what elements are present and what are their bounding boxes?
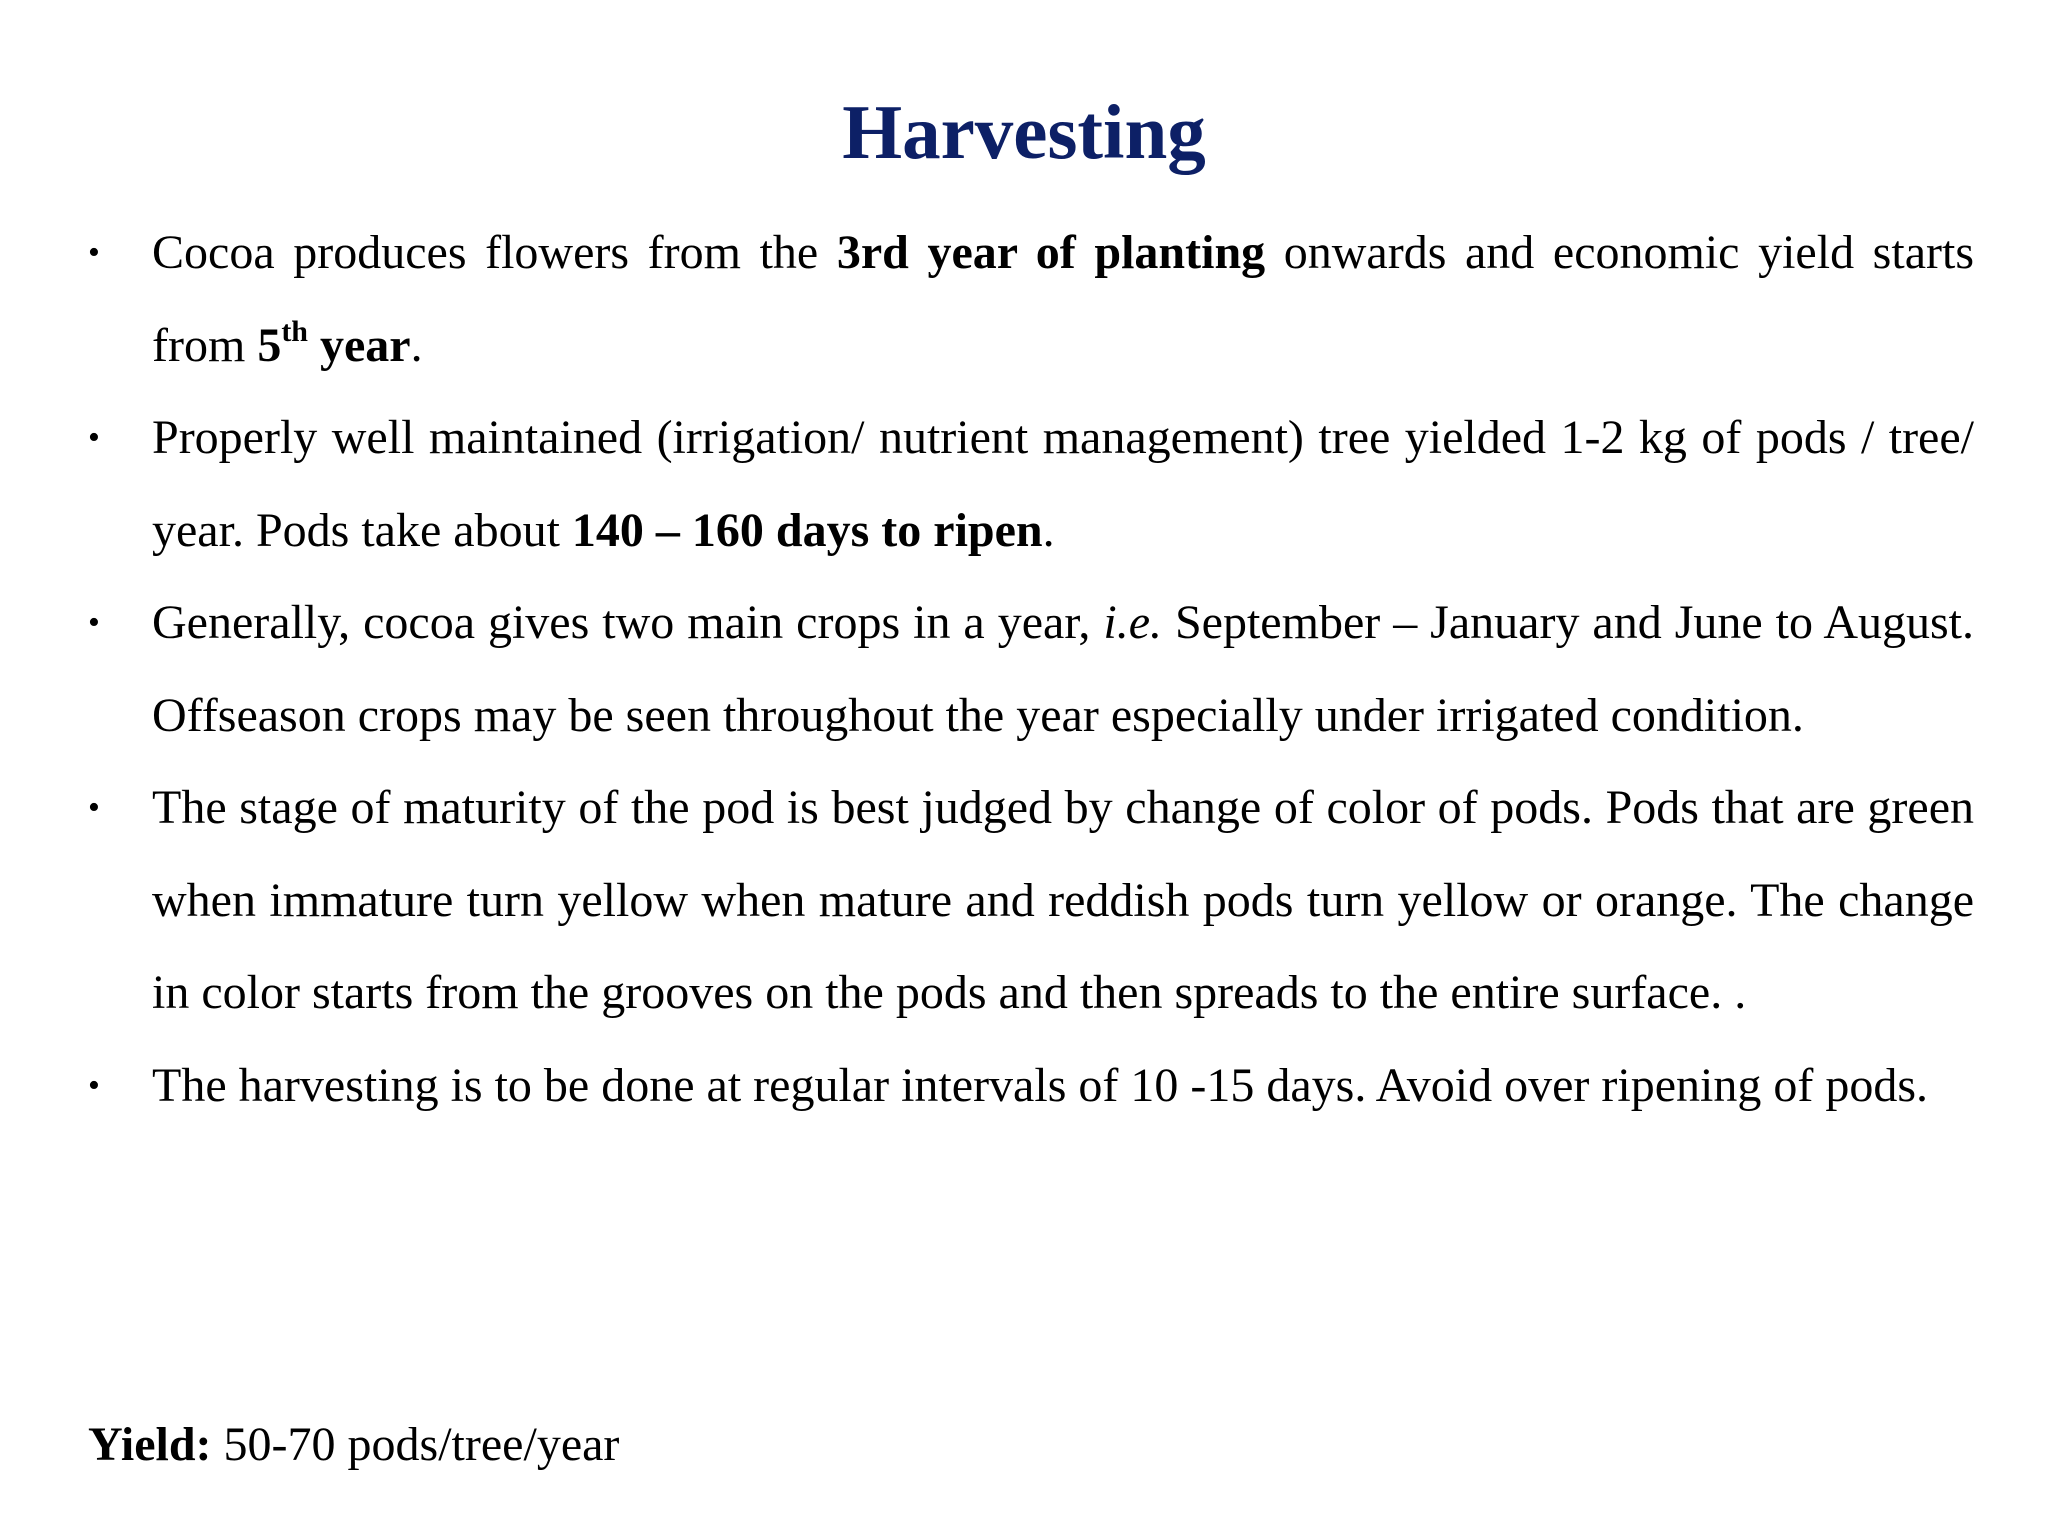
- bullet-list: [88, 207, 1974, 1132]
- year-number: 5: [257, 318, 282, 372]
- bullet-text: The harvesting is to be done at regular intervals of 10 -15 days. Avoid over ripening of pods.: [152, 1058, 1929, 1112]
- bullet-text: onwards and economic yield starts from: [152, 226, 1975, 372]
- slide-title: Harvesting: [842, 89, 1206, 175]
- year-word: year: [308, 318, 411, 372]
- bullet-crop-seasons: [88, 577, 1974, 762]
- bullet-emphasis: [257, 314, 411, 372]
- bullet-text: The stage of maturity of the pod is best judged by change of color of pods. Pods that are green when immature turn yellow when mature and reddish pods turn yellow or orange. The change in color starts from the grooves on the pods and then spreads to the entire surface. .: [152, 781, 1974, 1019]
- bullet-dot-icon: •: [88, 419, 100, 456]
- yield-value: 50-70 pods/tree/year: [211, 1418, 620, 1471]
- yield-summary: [88, 1399, 619, 1492]
- bullet-text: September – January and June to August. Offseason crops may be seen throughout the year especially under irrigated condition.: [152, 596, 1974, 742]
- ordinal-suffix: th: [281, 314, 308, 348]
- bullet-pod-yield-ripening: [88, 392, 1974, 577]
- bullet-emphasis: 140 – 160 days to ripen: [571, 503, 1043, 557]
- bullet-emphasis: 3rd year of planting: [836, 226, 1266, 279]
- bullet-text: .: [410, 318, 423, 372]
- bullet-text: Cocoa produces flowers from the: [152, 226, 837, 279]
- bullet-text: Generally, cocoa gives two main crops in a year,: [152, 596, 1104, 649]
- bullet-flowering-yield-start: [88, 207, 1974, 392]
- bullet-dot-icon: •: [88, 234, 100, 271]
- bullet-harvest-interval: [88, 1040, 1974, 1133]
- bullet-dot-icon: •: [88, 604, 100, 641]
- bullet-dot-icon: •: [88, 1066, 100, 1104]
- yield-label: Yield:: [88, 1418, 212, 1471]
- bullet-dot-icon: •: [88, 789, 100, 826]
- bullet-maturity-color: [88, 762, 1974, 1040]
- bullet-italic: i.e.: [1103, 596, 1162, 649]
- bullet-text: Properly well maintained (irrigation/ nutrient management) tree yielded 1-2 kg of pods / tree/ year. Pods take about: [152, 411, 1974, 557]
- bullet-text: .: [1042, 503, 1055, 557]
